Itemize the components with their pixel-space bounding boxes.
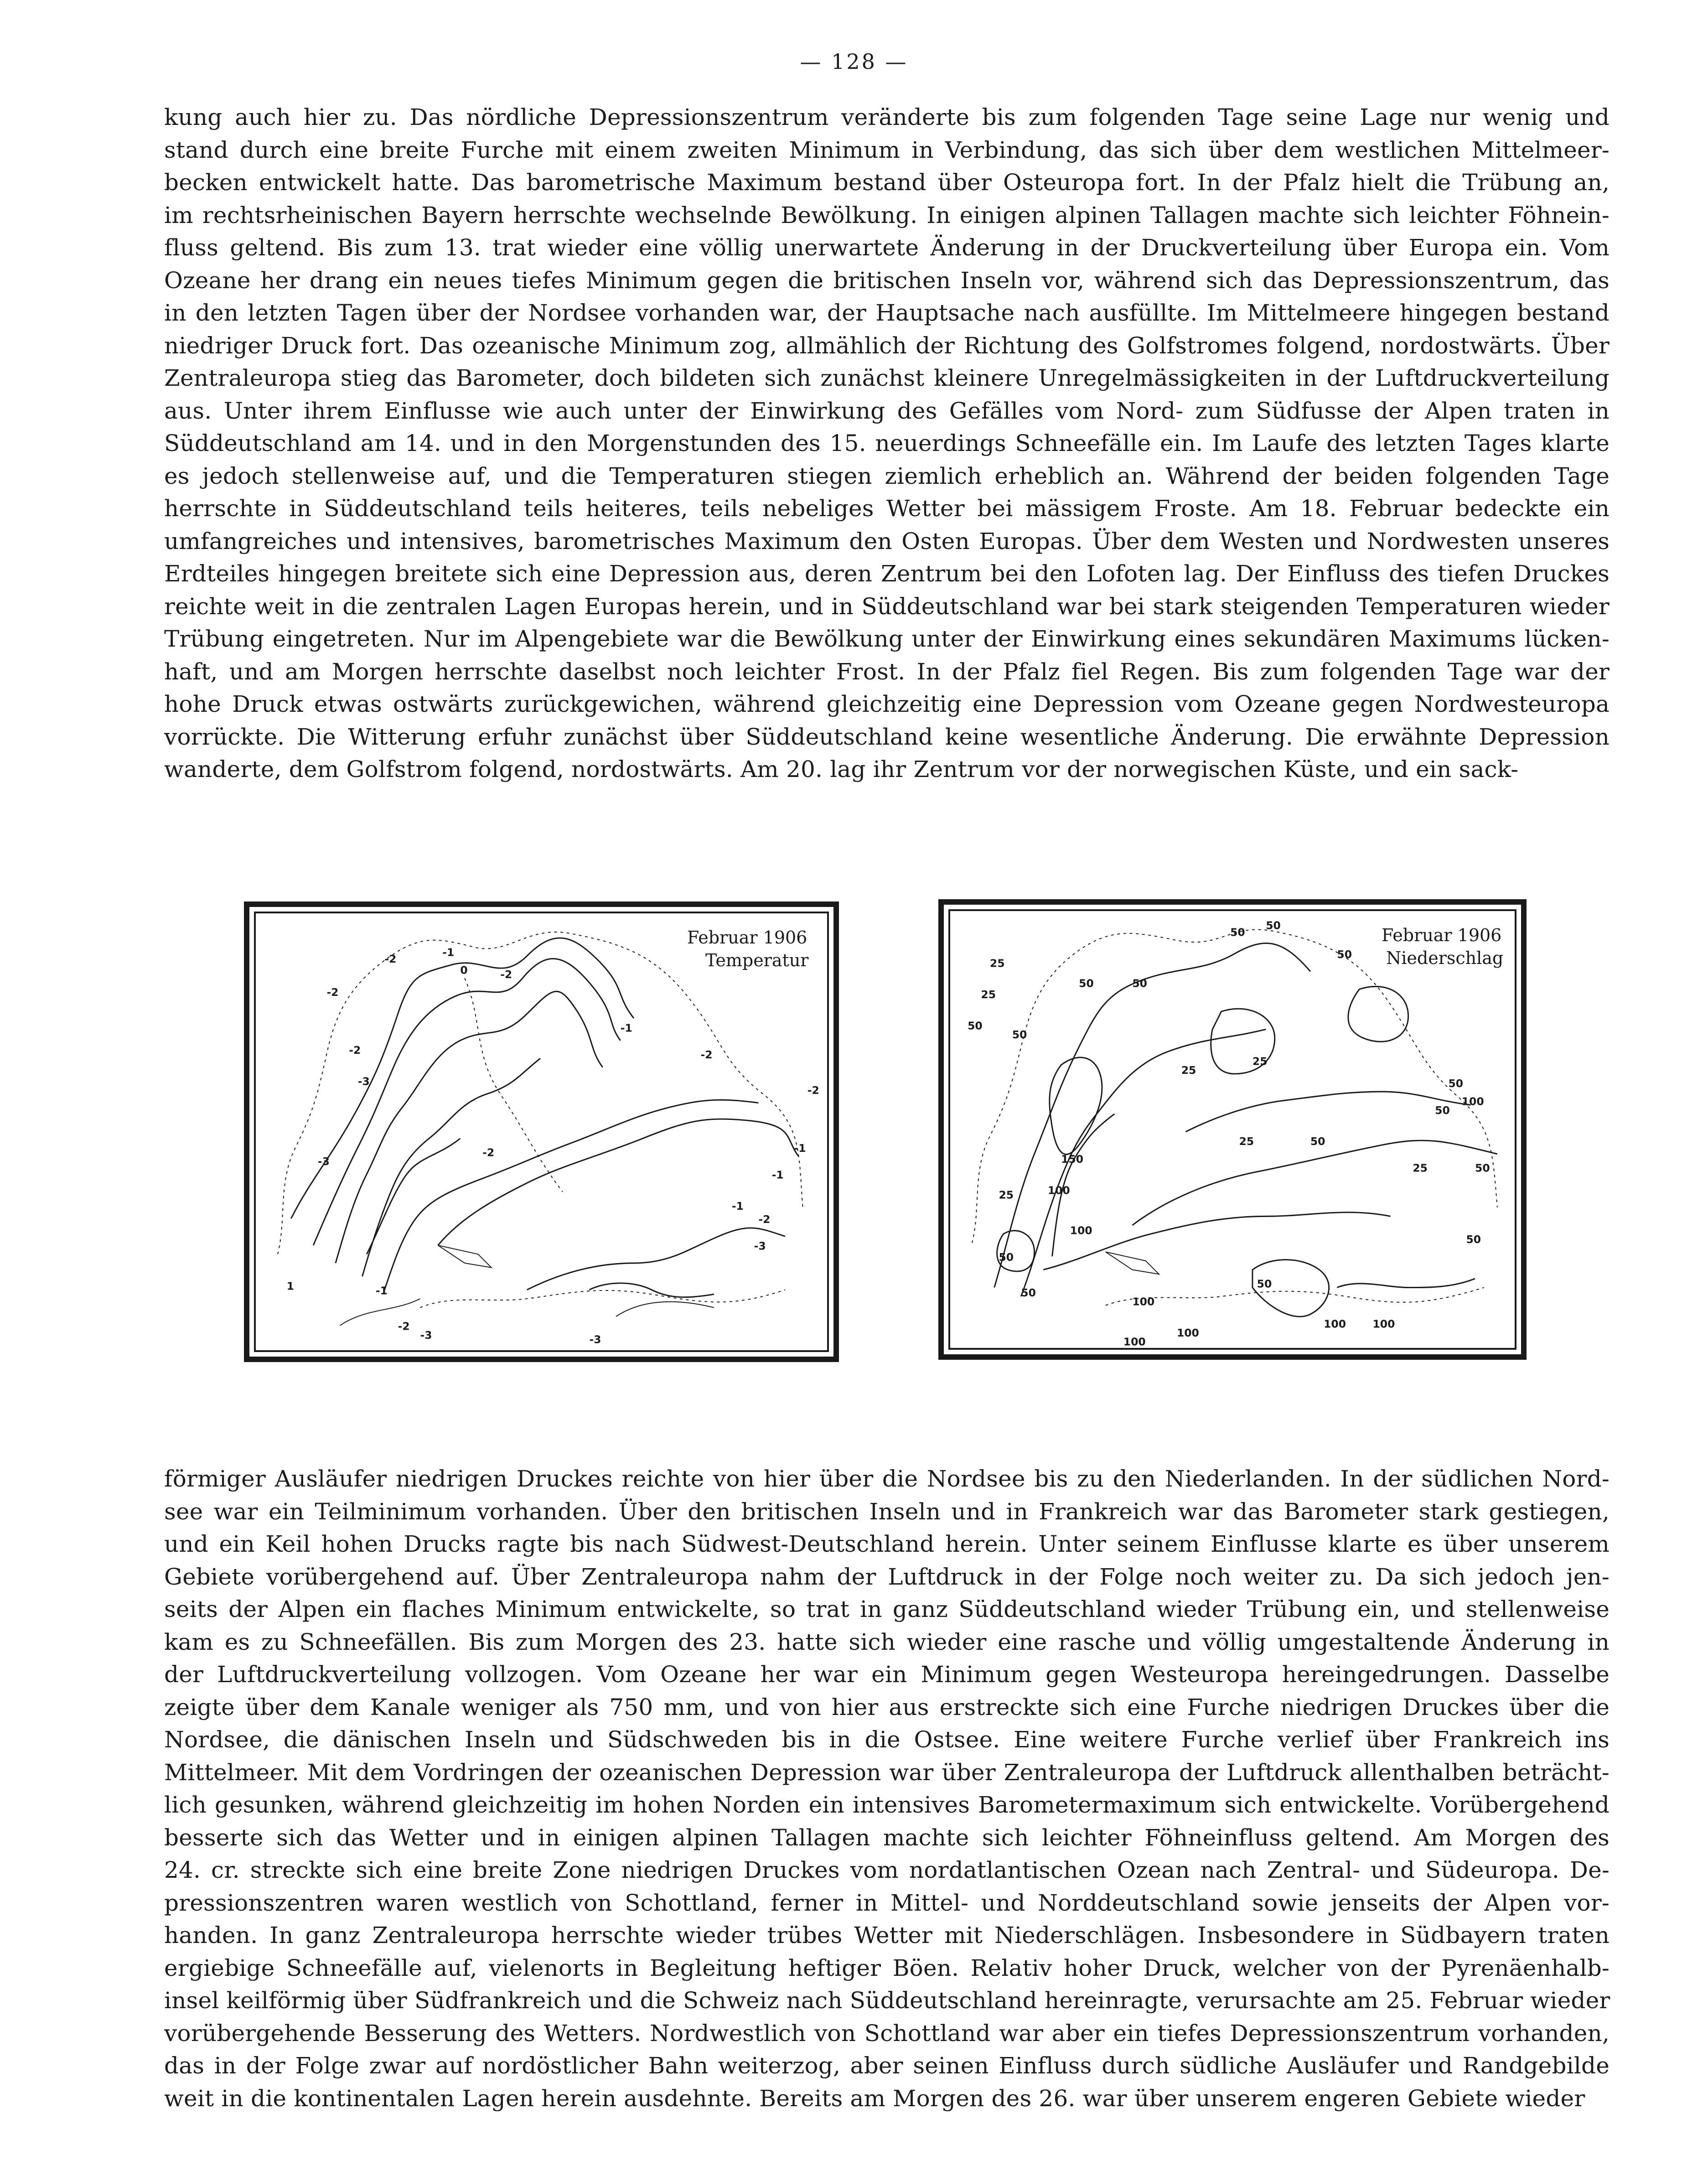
border-line <box>1106 1288 1484 1306</box>
text-line: vorübergehende Besserung des Wetters. Nordwestlich von Schottland war aber ein tiefes Depressionszentrum vorhanden, <box>164 2020 1610 2046</box>
text-line: insel keilförmig über Südfrankreich und die Schweiz nach Süddeutschland hereinragte, verursachte am 25. Februar wieder <box>164 1987 1610 2014</box>
contour-label: 25 <box>981 988 996 1001</box>
contour-label: -2 <box>500 968 512 981</box>
contour-label: -3 <box>317 1155 330 1168</box>
contour-label: -1 <box>771 1168 784 1181</box>
contour-label: 50 <box>999 1250 1014 1264</box>
contour-label: -2 <box>482 1146 495 1159</box>
text-line: see war ein Teilminimum vorhanden. Über den britischen Inseln und in Frankreich war das Barometer stark gestiegen, <box>164 1498 1610 1525</box>
contour-label: 25 <box>1413 1161 1428 1175</box>
text-line: wanderte, dem Golfstrom folgend, nordostwärts. Am 20. lag ihr Zentrum vor der norwegischen Küste, und ein sack- <box>164 756 1519 782</box>
page-number: — 128 — <box>800 49 908 74</box>
contour-label: 50 <box>1475 1161 1490 1175</box>
text-line: herrschte in Süddeutschland teils heiteres, teils nebeliges Wetter bei mässigem Froste. Am 18. Februar bedeckte ein <box>164 495 1610 522</box>
contour-label: 25 <box>999 1188 1014 1202</box>
isotherm-line <box>527 1228 785 1290</box>
isotherm-labels <box>287 946 819 1346</box>
isotherm-line <box>313 958 621 1245</box>
contour-label: 50 <box>1448 1077 1464 1090</box>
isohyet-line <box>1185 1092 1470 1132</box>
contour-label: -1 <box>794 1141 806 1155</box>
map-title-subject: Temperatur <box>705 950 809 970</box>
precipitation-map-drawing <box>944 905 1521 1354</box>
text-line: es jedoch stellenweise auf, und die Temperaturen stiegen ziemlich erheblich an. Während der beiden folgenden Tage <box>164 462 1610 489</box>
contour-label: -3 <box>754 1239 766 1253</box>
text-line: Ozeane her drang ein neues tiefes Minimum gegen die britischen Inseln vor, während sich das Depressionszentrum, das <box>164 267 1610 294</box>
isohyet-labels <box>968 919 1490 1348</box>
text-line: kung auch hier zu. Das nördliche Depressionszentrum veränderte bis zum folgenden Tage seine Lage nur wenig und <box>164 104 1610 130</box>
text-line: seits der Alpen ein flaches Minimum entwickelte, so trat in ganz Süddeutschland wieder Trübung ein, und stellenweise <box>164 1596 1610 1622</box>
contour-label: -2 <box>807 1084 819 1097</box>
contour-label: -1 <box>375 1284 388 1297</box>
paragraph-top <box>164 101 1610 786</box>
contour-label: -2 <box>326 986 339 999</box>
text-line: stand durch eine breite Furche mit einem zweiten Minimum in Verbindung, das sich über dem westlichen Mittelmeer- <box>164 136 1610 163</box>
contour-label: 25 <box>1181 1063 1196 1077</box>
map-title-date: Februar 1906 <box>1382 925 1502 945</box>
contour-label: 150 <box>1061 1153 1084 1166</box>
contour-label: 50 <box>1230 926 1245 939</box>
contour-label: 50 <box>1266 919 1281 932</box>
river-line <box>616 1302 714 1316</box>
contour-label: 50 <box>1132 977 1147 990</box>
text-line: reichte weit in die zentralen Lagen Europas herein, und in Süddeutschland war bei stark steigenden Temperaturen wieder <box>164 593 1610 620</box>
contour-label: -1 <box>731 1199 744 1212</box>
isohyet-line <box>1337 1279 1475 1288</box>
text-line: zeigte über dem Kanale weniger als 750 mm, und von hier aus erstreckte sich eine Furche niedrigen Druckes über die <box>164 1694 1610 1720</box>
text-line: handen. In ganz Zentraleuropa herrschte wieder trübes Wetter mit Niederschlägen. Insbesondere in Südbayern traten <box>164 1922 1610 1948</box>
text-line: fluss geltend. Bis zum 13. trat wieder eine völlig unerwartete Änderung in der Druckverteilung über Europa ein. Vom <box>164 234 1610 261</box>
text-line: vorrückte. Die Witterung erfuhr zunächst über Süddeutschland keine wesentliche Änderung. Die erwähnte Depression <box>164 723 1610 750</box>
precipitation-map <box>938 899 1527 1360</box>
text-line: Trübung eingetreten. Nur im Alpengebiete war die Bewölkung unter der Einwirkung eines sekundären Maximums lücken- <box>164 626 1610 652</box>
isotherm-line <box>336 991 603 1263</box>
isohyet-line <box>1132 1140 1497 1225</box>
contour-label: -3 <box>420 1328 432 1342</box>
isohyet-line <box>1043 1212 1390 1270</box>
text-line: hohe Druck etwas ostwärts zurückgewichen, während gleichzeitig eine Depression vom Ozeane gegen Nordwesteuropa <box>164 691 1610 717</box>
text-line: besserte sich das Wetter und in einigen alpinen Tallagen machte sich leichter Föhneinfluss geltend. Am Morgen des <box>164 1824 1610 1851</box>
contour-label: 100 <box>1070 1224 1092 1237</box>
text-line: Gebiete vorübergehend auf. Über Zentraleuropa nahm der Luftdruck in der Folge noch weiter zu. Da sich jedoch jen- <box>164 1563 1610 1590</box>
contour-label: 50 <box>1435 1104 1450 1117</box>
contour-label: 50 <box>1012 1028 1027 1041</box>
contour-label: 25 <box>989 957 1005 970</box>
contour-label: 50 <box>1021 1286 1036 1300</box>
lake-outline <box>1106 1252 1159 1274</box>
contour-label: 0 <box>460 964 468 977</box>
text-line: Mittelmeer. Mit dem Vordringen der ozeanischen Depression war über Zentraleuropa der Luftdruck allenthalben beträcht- <box>164 1759 1610 1786</box>
contour-label: 50 <box>1466 1233 1481 1246</box>
contour-label: 1 <box>286 1280 294 1293</box>
text-line: umfangreiches und intensives, barometrisches Maximum den Osten Europas. Über dem Westen und Nordwesten unseres <box>164 528 1610 554</box>
isohyet-line <box>1050 1057 1102 1155</box>
contour-label: 100 <box>1047 1184 1070 1197</box>
contour-label: -2 <box>398 1320 410 1333</box>
contour-label: 100 <box>1372 1317 1395 1331</box>
contour-label: 50 <box>1337 948 1352 961</box>
contour-label: -2 <box>349 1044 361 1057</box>
contour-label: -2 <box>384 953 397 966</box>
paragraph-bottom <box>164 1463 1610 2115</box>
isotherm-line <box>438 1119 799 1245</box>
text-line: Nordsee, die dänischen Inseln und Südschweden bis in die Ostsee. Eine weitere Furche verlief über Frankreich ins <box>164 1726 1610 1753</box>
contour-label: 50 <box>1310 1135 1325 1148</box>
contour-label: 50 <box>1257 1277 1272 1290</box>
temperature-map-drawing <box>249 907 833 1357</box>
isohyet-line <box>1348 986 1408 1041</box>
contour-label: -3 <box>357 1075 370 1088</box>
contour-label: 100 <box>1123 1335 1146 1348</box>
contour-label: 100 <box>1132 1295 1155 1308</box>
contour-label: 100 <box>1324 1317 1346 1331</box>
isotherm-line <box>362 1058 540 1276</box>
isotherm-line <box>291 938 634 1218</box>
text-line: der Luftdruckverteilung vollzogen. Vom Ozeane her war ein Minimum gegen Westeuropa hereingedrungen. Dasselbe <box>164 1661 1610 1688</box>
temperature-map <box>244 901 839 1362</box>
border-line <box>420 1290 785 1308</box>
contour-label: 50 <box>1079 977 1094 990</box>
lake-outline <box>438 1245 492 1268</box>
map-title-date: Februar 1906 <box>687 927 807 948</box>
text-line: förmiger Ausläufer niedrigen Druckes reichte von hier über die Nordsee bis zu den Niederlanden. In der südlichen Nord- <box>164 1466 1610 1492</box>
contour-label: -2 <box>700 1048 713 1061</box>
contour-label: 100 <box>1461 1095 1484 1108</box>
text-line: weit in die kontinentalen Lagen herein ausdehnte. Bereits am Morgen des 26. war über unserem engeren Gebiete wieder <box>164 2085 1585 2112</box>
text-line: Süddeutschland am 14. und in den Morgenstunden des 15. neuerdings Schneefälle ein. Im Laufe des letzten Tages klarte <box>164 430 1610 456</box>
text-line: aus. Unter ihrem Einflusse wie auch unter der Einwirkung des Gefälles vom Nord- zum Südfusse der Alpen traten in <box>164 397 1610 424</box>
text-line: pressionszentren waren westlich von Schottland, ferner in Mittel- und Norddeutschland sowie jenseits der Alpen vor- <box>164 1889 1610 1916</box>
text-line: und ein Keil hohen Drucks ragte bis nach Südwest-Deutschland herein. Unter seinem Einflusse klarte es über unserem <box>164 1531 1610 1557</box>
border-line <box>465 978 563 1192</box>
text-line: 24. cr. streckte sich eine breite Zone niedrigen Druckes vom nordatlantischen Ozean nach Zentral- und Südeuropa. De- <box>164 1857 1610 1883</box>
contour-label: -2 <box>758 1213 771 1226</box>
text-line: haft, und am Morgen herrschte daselbst noch leichter Frost. In der Pfalz fiel Regen. Bis zum folgenden Tage war der <box>164 658 1610 685</box>
contour-label: 25 <box>1239 1135 1254 1148</box>
text-line: becken entwickelt hatte. Das barometrische Maximum bestand über Osteuropa fort. In der Pfalz hielt die Trübung an, <box>164 169 1610 196</box>
border-line <box>278 932 803 1254</box>
text-line: Zentraleuropa stieg das Barometer, doch bildeten sich zunächst kleinere Unregelmässigkeiten in der Luftdruckverteilung <box>164 365 1610 391</box>
text-line: das in der Folge zwar auf nordöstlicher Bahn weiterzog, aber seinen Einfluss durch südliche Ausläufer und Randgebilde <box>164 2052 1610 2079</box>
text-line: kam es zu Schneefällen. Bis zum Morgen des 23. hatte sich wieder eine rasche und völlig umgestaltende Änderung in <box>164 1628 1610 1655</box>
text-line: ergiebige Schneefälle auf, vielenorts in Begleitung heftiger Böen. Relativ hoher Druck, welcher von der Pyrenäenhalb- <box>164 1954 1610 1981</box>
text-line: Erdteiles hingegen breitete sich eine Depression aus, deren Zentrum bei den Lofoten lag. Der Einfluss des tiefen Druckes <box>164 560 1610 587</box>
contour-label: -1 <box>442 946 455 959</box>
contour-label: 50 <box>968 1019 983 1032</box>
contour-label: -1 <box>620 1021 632 1035</box>
contour-label: 100 <box>1176 1326 1199 1339</box>
text-line: niedriger Druck fort. Das ozeanische Minimum zog, allmählich der Richtung des Golfstromes folgend, nordostwärts. Über <box>164 332 1610 359</box>
contour-label: 25 <box>1252 1055 1268 1068</box>
text-line: lich gesunken, während gleichzeitig im hohen Norden ein intensives Barometermaximum sich entwickelte. Vorübergehend <box>164 1792 1610 1818</box>
text-line: im rechtsrheinischen Bayern herrschte wechselnde Bewölkung. In einigen alpinen Tallagen machte sich leichter Föhnein- <box>164 202 1610 228</box>
map-title-subject: Niederschlag <box>1386 948 1504 968</box>
text-line: in den letzten Tagen über der Nordsee vorhanden war, der Hauptsache nach ausfüllte. Im Mittelmeere hingegen bestand <box>164 300 1610 326</box>
contour-label: -3 <box>589 1333 601 1346</box>
